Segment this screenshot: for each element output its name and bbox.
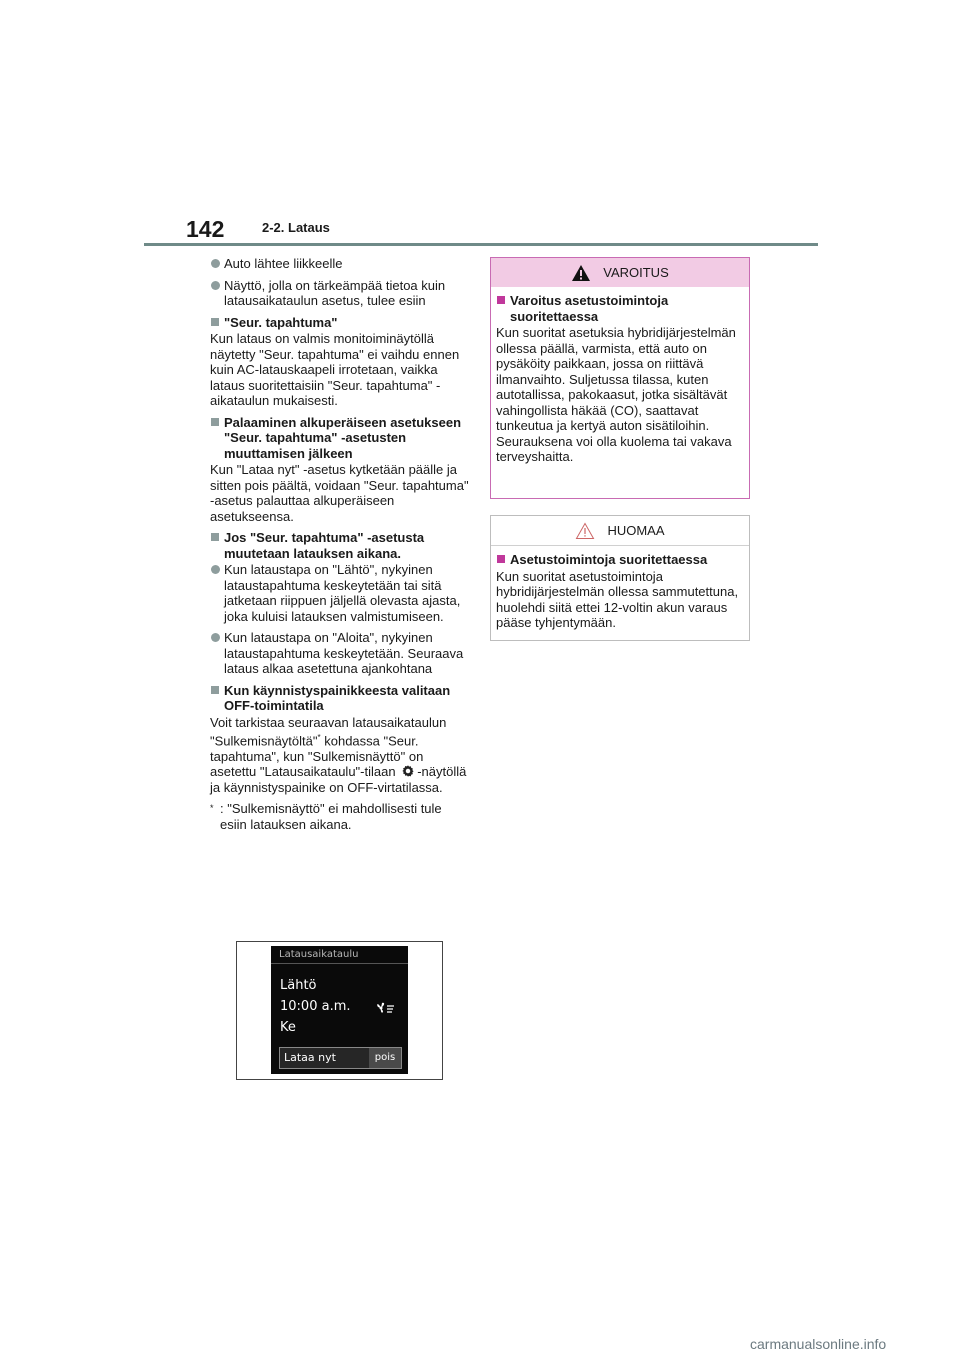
bullet-icon	[211, 259, 220, 268]
notice-text: Kun suoritat asetustoimintoja hybridijärjestelmän ollessa sammutettuna, huolehdi siitä ettei 12-voltin akun varaus pääse tyhjentymään.	[496, 568, 739, 630]
list-item: Kun lataustapa on "Aloita", nykyinen lataustapahtuma keskeytetään. Seuraava lataus alkaa asetettuna ajankohtana	[210, 630, 470, 677]
list-item: Auto lähtee liikkeelle	[210, 256, 470, 272]
header-rule	[144, 243, 818, 246]
warning-header	[491, 258, 749, 287]
paragraph: Voit tarkistaa seuraavan latausaikataulun "Sulkemisnäytöltä"* kohdassa "Seur. tapahtuma", kun "Sulkemisnäyttö" on asetettu "Latausaikataulu"-tilaan -näytöllä ja käynnistyspainike on OFF-virtatilassa.	[210, 714, 467, 795]
notice-triangle-icon	[575, 522, 595, 540]
warning-title: VAROITUS	[603, 265, 669, 280]
notice-header	[491, 516, 749, 546]
charge-now-toggle[interactable]: pois	[369, 1048, 401, 1068]
bullet-icon	[211, 565, 220, 574]
paragraph: Kun "Lataa nyt" -asetus kytketään päälle ja sitten pois päältä, voidaan "Seur. tapahtuma" -asetus palauttaa alkuperäiseen asetukseensa.	[210, 462, 469, 524]
charging-schedule-screen	[271, 946, 408, 1074]
square-bullet-icon	[211, 686, 219, 694]
bullet-icon	[211, 281, 220, 290]
square-bullet-icon	[211, 533, 219, 541]
screen-mode: Lähtö	[280, 978, 317, 993]
square-bullet-icon	[211, 418, 219, 426]
watermark: carmanualsonline.info	[750, 1336, 887, 1352]
screen-divider	[271, 963, 408, 964]
notice-title: HUOMAA	[607, 523, 665, 538]
warning-box	[490, 257, 750, 499]
subheading: Kun käynnistyspainikkeesta valitaan OFF-toimintatila	[210, 683, 470, 714]
gear-icon	[399, 764, 417, 778]
notice-box	[490, 515, 750, 641]
screen-day: Ke	[280, 1020, 296, 1035]
section-title: 2-2. Lataus	[262, 220, 330, 235]
climate-fan-icon	[372, 998, 396, 1018]
left-column	[210, 256, 470, 832]
paragraph: Kun lataus on valmis monitoiminäytöllä näytetty "Seur. tapahtuma" ei vaihdu ennen kuin AC-latauskaapeli irrotetaan, vaikka lataus suoritettaisiin "Seur. tapahtuma" -aikataulun mukaisesti.	[210, 331, 460, 408]
list-item: Kun lataustapa on "Lähtö", nykyinen lataustapahtuma keskeytetään tai sitä jatketaan riippuen jäljellä olevasta ajasta, joka kuluisi latauksen valmistumiseen.	[210, 562, 470, 624]
list-item: Näyttö, jolla on tärkeämpää tietoa kuin latausaikataulun asetus, tulee esiin	[210, 278, 470, 309]
page-number: 142	[186, 216, 225, 242]
warning-text: Kun suoritat asetuksia hybridijärjestelmän ollessa päällä, varmista, että auto on pysäköity paikkaan, jossa on riittävä ilmanvaihto. Suljetussa tilassa, kuten autotallissa, pakokaasut, jotka sisältävät vahingollista häkää (CO), saattavat tunkeutua ja kertyä auton sisätiloihin. Seurauksena voi olla kuolema tai vakava terveyshaitta.	[496, 325, 736, 464]
subheading: "Seur. tapahtuma"	[210, 315, 470, 331]
screen-time: 10:00 a.m.	[280, 999, 351, 1014]
subheading: Palaaminen alkuperäiseen asetukseen "Seur. tapahtuma" -asetusten muuttamisen jälkeen	[210, 415, 470, 462]
bullet-icon	[211, 633, 220, 642]
square-bullet-icon	[211, 318, 219, 326]
screen-title: Latausaikataulu	[279, 949, 359, 960]
charge-now-button[interactable]	[279, 1047, 402, 1069]
subheading: Jos "Seur. tapahtuma" -asetusta muutetaan latauksen aikana.	[210, 530, 470, 561]
notice-heading: Asetustoimintoja suoritettaessa	[496, 552, 744, 568]
charge-now-label: Lataa nyt	[284, 1051, 336, 1064]
square-bullet-icon	[497, 296, 505, 304]
warning-heading: Varoitus asetustoimintoja suoritettaessa	[496, 293, 744, 324]
notice-body	[491, 546, 749, 631]
warning-triangle-icon	[571, 264, 591, 282]
square-bullet-icon	[497, 555, 505, 563]
warning-body	[491, 287, 749, 465]
footnote: * : "Sulkemisnäyttö" ei mahdollisesti tule esiin latauksen aikana.	[210, 801, 442, 832]
